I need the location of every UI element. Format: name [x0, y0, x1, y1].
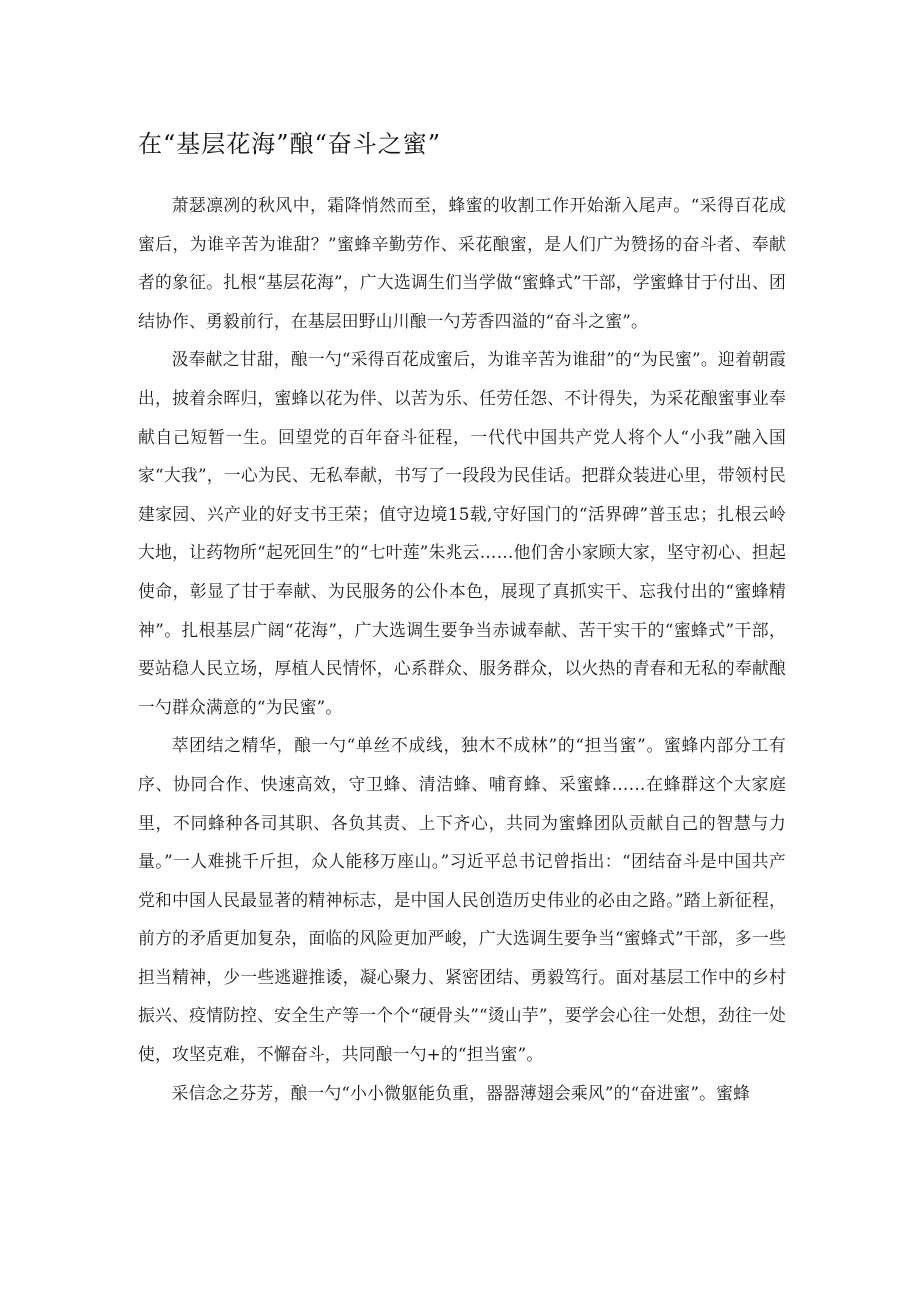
paragraph-intro: 萧瑟凛冽的秋风中，霜降悄然而至，蜂蜜的收割工作开始渐入尾声。“采得百花成蜜后，为谁辛苦为谁甜？”蜜蜂辛勤劳作、采花酿蜜，是人们广为赞扬的奋斗者、奉献者的象征。扎根“基层花海”，广大选调生们当学做“蜜蜂式”干部，学蜜蜂甘于付出、团结协作、勇毅前行，在基层田野山川酿一勺芳香四溢的“奋斗之蜜”。: [138, 195, 786, 331]
paragraph-dedication: 汲奉献之甘甜，酿一勺“采得百花成蜜后，为谁辛苦为谁甜”的“为民蜜”。迎着朝霞出，披着余晖归，蜜蜂以花为伴、以苦为乐、任劳任怨、不计得失，为采花酿蜜事业奉献自己短暂一生。回望党的百年奋斗征程，一代代中国共产党人将个人“小我”融入国家“大我”，一心为民、无私奉献，书写了一段段为民佳话。把群众装进心里，带领村民建家园、兴产业的好支书王荣；值守边境15载,守好国门的“活界碑”普玉忠；扎根云岭大地，让药物所“起死回生”的“七叶莲”朱兆云……他们舍小家顾大家，坚守初心、担起使命，彰显了甘于奉献、为民服务的公仆本色，展现了真抓实干、忘我付出的“蜜蜂精神”。扎根基层广阔“花海”，广大选调生要争当赤诚奉献、苦干实干的“蜜蜂式”干部，要站稳人民立场，厚植人民情怀，心系群众、服务群众，以火热的青春和无私的奉献酿一勺群众满意的“为民蜜”。: [138, 349, 786, 717]
document-title: 在“基层花海”酿“奋斗之蜜”: [138, 130, 442, 158]
paragraph-belief: 采信念之芬芳，酿一勺“小小微躯能负重，器器薄翅会乘风”的“奋进蜜”。蜜蜂: [171, 1082, 751, 1103]
paragraph-unity: 萃团结之精华，酿一勺“单丝不成线，独木不成林”的“担当蜜”。蜜蜂内部分工有序、协同合作、快速高效，守卫蜂、清洁蜂、哺育蜂、采蜜蜂……在蜂群这个大家庭里，不同蜂种各司其职、各负其责、上下齐心，共同为蜜蜂团队贡献自己的智慧与力量。”一人难挑千斤担，众人能移万座山。”习近平总书记曾指出：“团结奋斗是中国共产党和中国人民最显著的精神标志，是中国人民创造历史伟业的必由之路。”踏上新征程，前方的矛盾更加复杂，面临的风险更加严峻，广大选调生要争当“蜜蜂式”干部，多一些担当精神，少一些逃避推诿，凝心聚力、紧密团结、勇毅笃行。面对基层工作中的乡村振兴、疫情防控、安全生产等一个个“硬骨头”“烫山芋”，要学会心往一处想，劲往一处使，攻坚克难，不懈奋斗，共同酿一勺+的“担当蜜”。: [138, 735, 786, 1065]
article-body: [138, 186, 786, 1112]
